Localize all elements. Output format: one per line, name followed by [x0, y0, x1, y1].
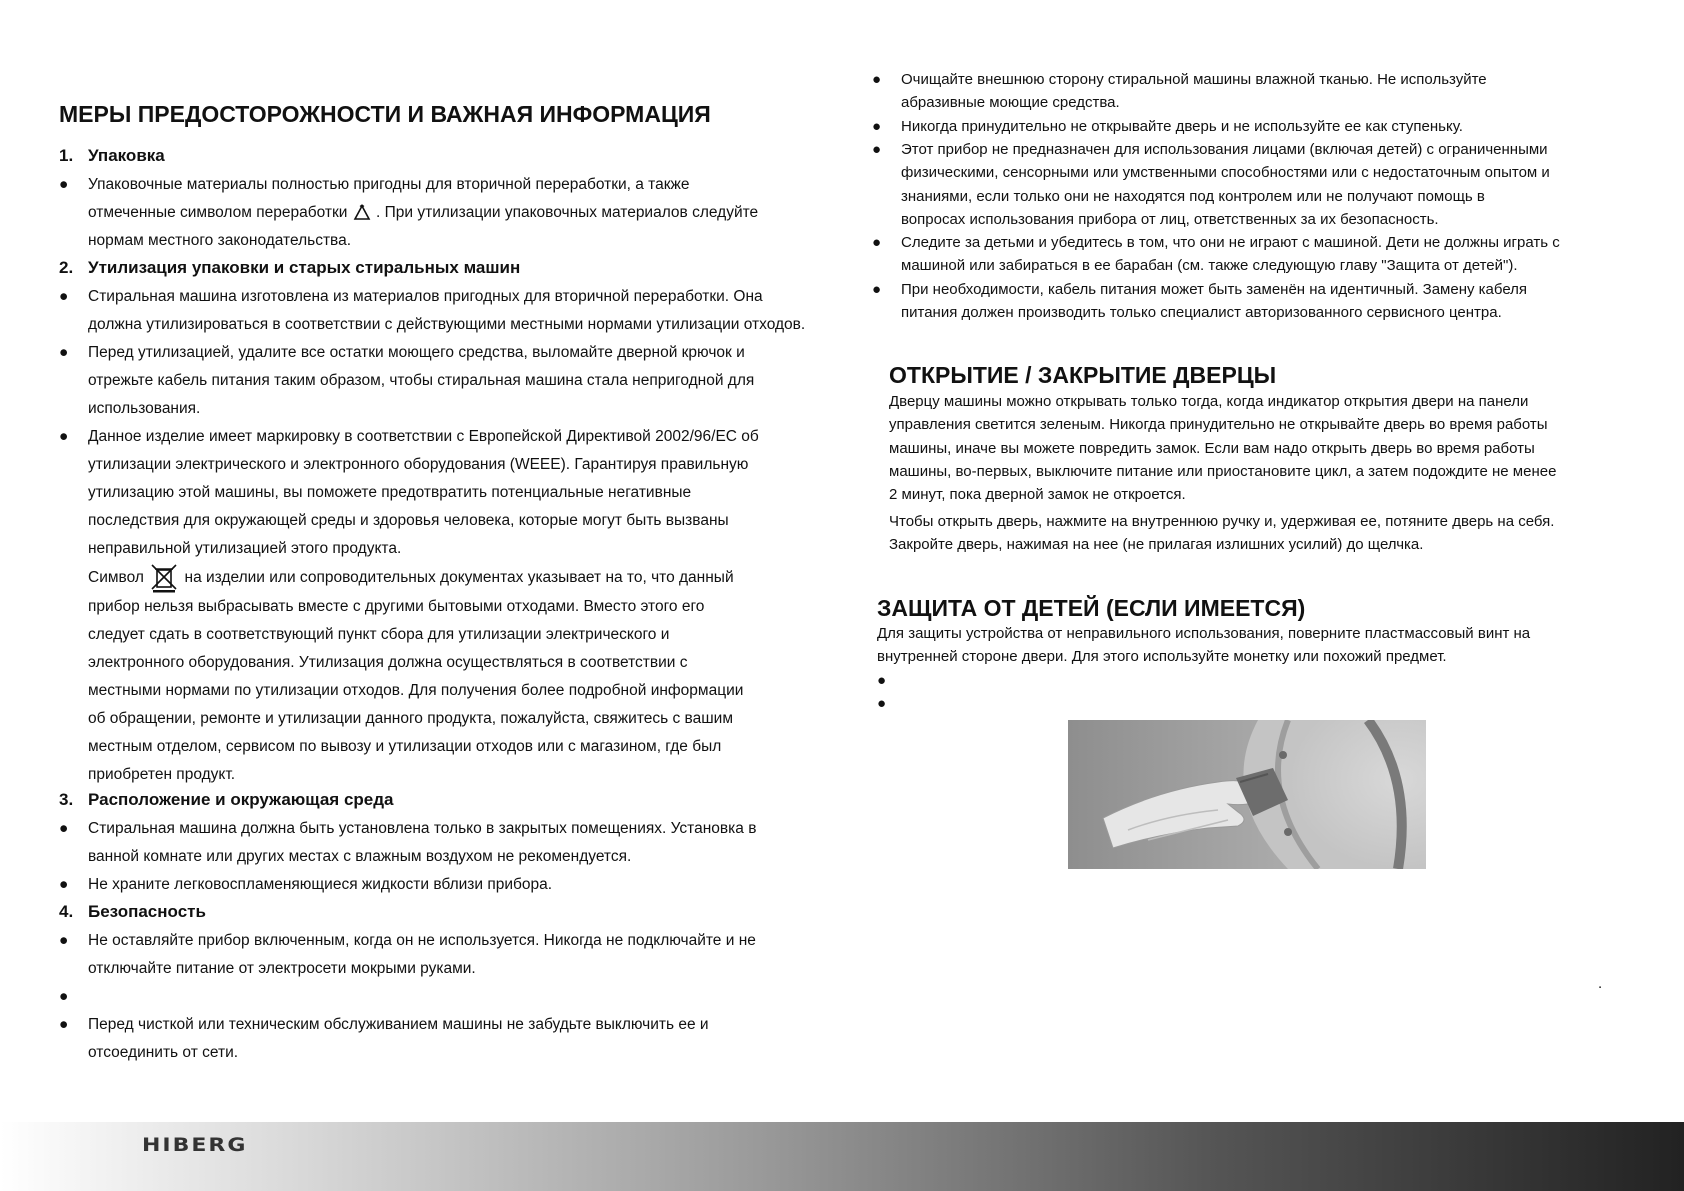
list-item: ● Этот прибор не предназначен для использования лицами (включая детей) с ограниченными физическими, сенсорными или умственными способностями или с недостаточным опытом и знаниями, если только они не находятся под контролем или не получают помощь в вопросах использования прибора от лиц, ответственных за их безопасность. — [872, 141, 1550, 228]
list-item: ● Стиральная машина должна быть установлена только в закрытых помещениях. Установка в ванной комнате или других местах с влажным воздухом не рекомендуется. — [59, 820, 757, 865]
list-item: ● Следите за детьми и убедитесь в том, что они не играют с машиной. Дети не должны играть с машиной или забираться в ее барабан (см. также следующую главу "Защита от детей"). — [872, 234, 1560, 275]
section-heading-disposal: 2. Утилизация упаковки и старых стиральных машин — [59, 258, 521, 277]
list-item: ● Никогда принудительно не открывайте дверь и не используйте ее как ступеньку. — [872, 118, 1463, 135]
list-item: ● Стиральная машина изготовлена из материалов пригодных для вторичной переработки. Она должна утилизироваться в соответствии с действующими местными нормами утилизации отходов. — [59, 288, 806, 333]
list-item: ● При необходимости, кабель питания может быть заменён на идентичный. Замену кабеля питания должен производить только специалист авторизованного сервисного центра. — [872, 281, 1528, 322]
door-section-title: ОТКРЫТИЕ / ЗАКРЫТИЕ ДВЕРЦЫ — [889, 362, 1277, 388]
list-item: ● Не храните легковоспламеняющиеся жидкости вблизи прибора. — [59, 876, 553, 893]
child-lock-paragraph: Для защиты устройства от неправильного использования, поверните пластмассовый винт на внутренней стороне двери. Для этого используйте монетку или похожий предмет. — [877, 625, 1531, 666]
list-item: ● Не оставляйте прибор включенным, когда он не используется. Никогда не подключайте и не отключайте питание от электросети мокрыми руками. — [59, 932, 756, 977]
section-heading-location: 3. Расположение и окружающая среда — [59, 790, 394, 809]
recycle-icon — [352, 204, 372, 222]
list-item: ● Очищайте внешнюю сторону стиральной машины влажной тканью. Не используйте абразивные моющие средства. — [872, 71, 1487, 112]
list-item: ● Данное изделие имеет маркировку в соответствии с Европейской Директивой 2002/96/ЕС об утилизации электрического и электронного оборудования (WEEE). Гарантируя правильную утилизацию этой машины, вы поможете предотвратить потенциальные негативные последствия для окружающей среды и здоровья человека, которые могут быть вызваны неправильной утилизацией этого продукта. Символ на изделии или сопроводительных документах указывает на то, что данный прибор нельзя выбрасывать вместе с другими бытовыми отходами. Вместо этого его следует сдать в соответствующий пункт сбора для утилизации электрического и электронного оборудования. Утилизация должна осуществляться в соответствии с местными нормами по утилизации отходов. Для получения более подробной информации об обращении, ремонте и утилизации данного продукта, пожалуйста, свяжитесь с вашим местным отделом, сервисом по вывозу и утилизации отходов или с магазином, где был приобретен продукт. — [59, 428, 759, 783]
door-paragraph-1: Дверцу машины можно открывать только тогда, когда индикатор открытия двери на панели управления светится зеленым. Никогда принудительно не открывайте дверь во время работы машины, иначе вы можете повредить замок. Если вам надо открыть дверь во время работы машины, во-первых, выключите питание или приостановите цикл, а затем подождите не менее 2 минут, пока дверной замок не откроется. — [889, 393, 1557, 504]
footer-bar — [0, 1122, 1684, 1191]
stray-dot: . — [1598, 975, 1603, 992]
page-title: МЕРЫ ПРЕДОСТОРОЖНОСТИ И ВАЖНАЯ ИНФОРМАЦИЯ — [59, 101, 711, 127]
weee-bin-icon — [148, 563, 180, 593]
list-item: ● Перед чисткой или техническим обслуживанием машины не забудьте выключить ее и отсоединить от сети. — [59, 1016, 709, 1061]
child-lock-photo — [1068, 720, 1426, 869]
child-lock-section-title: ЗАЩИТА ОТ ДЕТЕЙ (ЕСЛИ ИМЕЕТСЯ) — [877, 595, 1306, 621]
brand-logo: HIBERG — [142, 1135, 248, 1157]
list-item: ● Упаковочные материалы полностью пригодны для вторичной переработки, а также отмеченные символом переработки . При утилизации упаковочных материалов следуйте нормам местного законодательства. — [59, 176, 759, 249]
section-heading-safety: 4. Безопасность — [59, 902, 206, 921]
list-item: ● Перед утилизацией, удалите все остатки моющего средства, выломайте дверной крючок и отрежьте кабель питания таким образом, чтобы стиральная машина стала непригодной для использования. — [59, 344, 755, 417]
section-heading-packaging: 1. Упаковка — [59, 146, 165, 165]
door-paragraph-2: Чтобы открыть дверь, нажмите на внутреннюю ручку и, удерживая ее, потяните дверь на себя. Закройте дверь, нажимая на нее (не прилагая излишних усилий) до щелчка. — [889, 513, 1555, 554]
